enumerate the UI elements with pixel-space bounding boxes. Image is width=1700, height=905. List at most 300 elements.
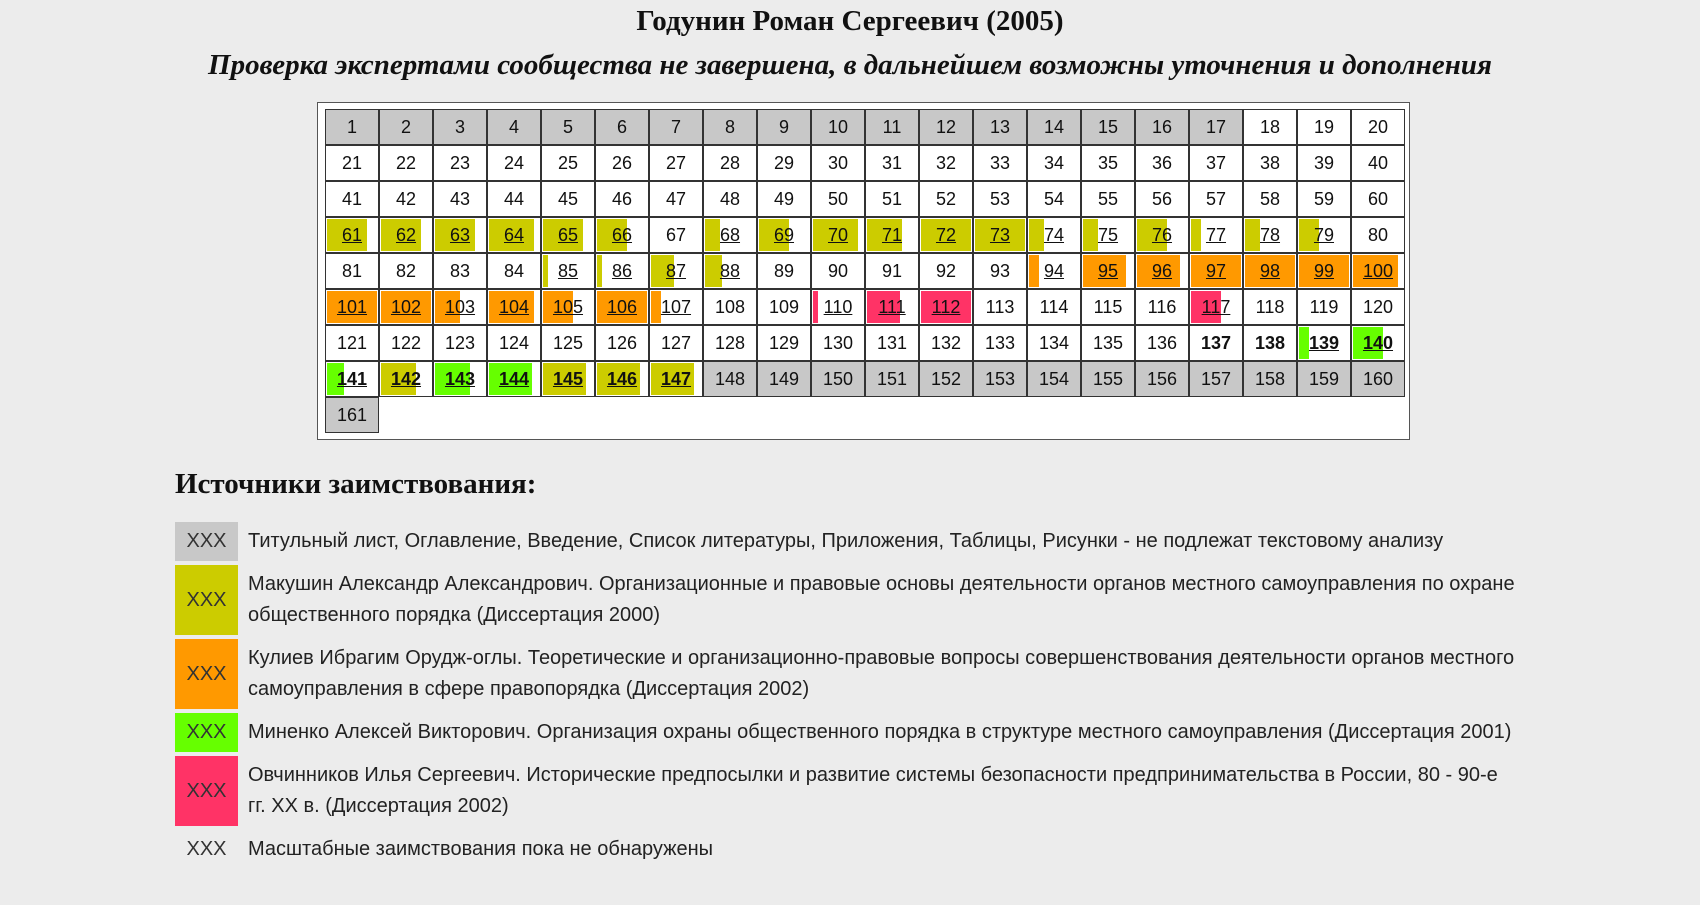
page-cell (1243, 109, 1297, 145)
page-number[interactable]: 146 (606, 368, 638, 389)
page-number: 159 (1308, 368, 1340, 389)
page-cell (1189, 361, 1243, 397)
page-number: 57 (1205, 188, 1227, 209)
page-number[interactable]: 94 (1043, 260, 1065, 281)
page-cell[interactable] (1027, 253, 1081, 289)
page-cell (973, 289, 1027, 325)
page-number[interactable]: 68 (719, 224, 741, 245)
page-cell (811, 181, 865, 217)
page-number: 154 (1038, 368, 1070, 389)
page-number: 124 (498, 332, 530, 353)
borrowing-share-bar (813, 291, 818, 323)
page-number[interactable]: 86 (611, 260, 633, 281)
page-number: 21 (341, 152, 363, 173)
page-number[interactable]: 140 (1362, 332, 1394, 353)
page-cell[interactable] (433, 289, 487, 325)
page-cell (541, 145, 595, 181)
page-number: 149 (768, 368, 800, 389)
page-cell[interactable] (325, 289, 379, 325)
page-number[interactable]: 66 (611, 224, 633, 245)
page-cell (595, 109, 649, 145)
page-number[interactable]: 100 (1362, 260, 1394, 281)
page-number: 155 (1092, 368, 1124, 389)
page-number: 59 (1313, 188, 1335, 209)
page-cell[interactable] (649, 289, 703, 325)
page-number: 115 (1093, 296, 1123, 317)
page-cell (1135, 109, 1189, 145)
borrowing-share-bar (1245, 219, 1260, 251)
page-cell (649, 145, 703, 181)
page-number[interactable]: 101 (336, 296, 368, 317)
page-number: 7 (670, 116, 681, 137)
page-number: 157 (1200, 368, 1232, 389)
page-number: 43 (449, 188, 471, 209)
page-cell[interactable] (811, 217, 865, 253)
page-cell (1351, 217, 1405, 253)
page-number[interactable]: 145 (552, 368, 584, 389)
page-cell (919, 325, 973, 361)
page-cell[interactable] (865, 217, 919, 253)
page-number: 48 (719, 188, 741, 209)
page-number: 119 (1309, 296, 1339, 317)
legend-title: Источники заимствования: (175, 468, 537, 500)
page-cell (811, 325, 865, 361)
page-number[interactable]: 78 (1259, 224, 1281, 245)
page-number: 47 (665, 188, 687, 209)
page-cell[interactable] (379, 289, 433, 325)
page-cell (325, 145, 379, 181)
page-cell[interactable] (487, 217, 541, 253)
page-number: 35 (1097, 152, 1119, 173)
page-cell[interactable] (1189, 217, 1243, 253)
page-cell (379, 181, 433, 217)
page-cell (325, 397, 379, 433)
page-number: 120 (1362, 296, 1394, 317)
page-cell (1027, 181, 1081, 217)
page-cell[interactable] (1351, 325, 1405, 361)
page-cell (1351, 181, 1405, 217)
page-number: 8 (724, 116, 735, 137)
page-number[interactable]: 98 (1259, 260, 1281, 281)
page-cell (1081, 361, 1135, 397)
legend-list (175, 522, 1515, 873)
page-number: 46 (611, 188, 633, 209)
page-number[interactable]: 141 (336, 368, 368, 389)
page-cell[interactable] (541, 217, 595, 253)
borrowing-share-bar (543, 255, 548, 287)
page-number[interactable]: 74 (1043, 224, 1065, 245)
page-number: 1 (346, 116, 357, 137)
page-cell (487, 145, 541, 181)
page-number: 40 (1367, 152, 1389, 173)
page-grid (325, 109, 1405, 433)
page-number: 128 (714, 332, 746, 353)
page-number: 160 (1362, 368, 1394, 389)
page-cell (1027, 325, 1081, 361)
page-cell (325, 253, 379, 289)
page-number: 4 (508, 116, 519, 137)
page-number[interactable]: 79 (1313, 224, 1335, 245)
page-cell[interactable] (325, 361, 379, 397)
page-number: 58 (1259, 188, 1281, 209)
page-number: 52 (935, 188, 957, 209)
page-number: 132 (930, 332, 962, 353)
legend-item (175, 756, 1515, 826)
page-number: 122 (390, 332, 422, 353)
page-cell (1027, 361, 1081, 397)
page-number[interactable]: 99 (1313, 260, 1335, 281)
page-cell (649, 217, 703, 253)
page-cell (649, 109, 703, 145)
page-cell[interactable] (757, 217, 811, 253)
page-number: 83 (449, 260, 471, 281)
page-number[interactable]: 88 (719, 260, 741, 281)
page-cell (865, 145, 919, 181)
page-number[interactable]: 97 (1205, 260, 1227, 281)
page-number: 31 (881, 152, 903, 173)
page-number[interactable]: 106 (606, 296, 638, 317)
page-cell (1243, 181, 1297, 217)
page-cell (703, 325, 757, 361)
page-cell[interactable] (1351, 253, 1405, 289)
page-cell (811, 361, 865, 397)
borrowing-share-bar (1029, 219, 1044, 251)
page-number[interactable]: 87 (665, 260, 687, 281)
page-cell[interactable] (325, 217, 379, 253)
page-cell (1135, 181, 1189, 217)
page-number[interactable]: 144 (498, 368, 530, 389)
page-cell[interactable] (433, 217, 487, 253)
page-cell[interactable] (919, 217, 973, 253)
page-number[interactable]: 104 (498, 296, 530, 317)
page-cell[interactable] (379, 217, 433, 253)
page-cell[interactable] (919, 289, 973, 325)
page-cell[interactable] (703, 217, 757, 253)
page-number: 118 (1255, 296, 1285, 317)
legend-swatch: XXX (186, 838, 227, 860)
page-cell (487, 253, 541, 289)
page-cell[interactable] (1243, 253, 1297, 289)
page-number: 116 (1147, 296, 1177, 317)
page-number[interactable]: 73 (989, 224, 1011, 245)
legend-text: Масштабные заимствования пока не обнаружены (248, 838, 714, 860)
page-number[interactable]: 110 (823, 296, 853, 317)
page-number[interactable]: 75 (1097, 224, 1119, 245)
page-cell[interactable] (1297, 253, 1351, 289)
page-number[interactable]: 69 (773, 224, 795, 245)
page-cell[interactable] (541, 361, 595, 397)
page-cell (865, 361, 919, 397)
page-cell[interactable] (595, 289, 649, 325)
page-cell (1243, 289, 1297, 325)
page-number: 3 (454, 116, 465, 137)
borrowing-share-bar (651, 291, 661, 323)
page-cell (1189, 325, 1243, 361)
page-number: 41 (341, 188, 363, 209)
page-number: 36 (1151, 152, 1173, 173)
page-cell[interactable] (1135, 253, 1189, 289)
page-cell (757, 181, 811, 217)
page-cell (325, 181, 379, 217)
page-number: 135 (1092, 332, 1124, 353)
page-cell (703, 109, 757, 145)
page-cell (1351, 289, 1405, 325)
page-cell (757, 289, 811, 325)
page-number: 123 (444, 332, 476, 353)
page-cell (541, 325, 595, 361)
page-number: 15 (1097, 116, 1119, 137)
legend-swatch: XXX (175, 756, 238, 826)
page-cell (1189, 109, 1243, 145)
page-cell[interactable] (1081, 253, 1135, 289)
page-number: 28 (719, 152, 741, 173)
page-number: 45 (557, 188, 579, 209)
page-cell[interactable] (1189, 253, 1243, 289)
page-cell (919, 181, 973, 217)
page-cell (865, 109, 919, 145)
page-cell (703, 181, 757, 217)
page-number: 6 (616, 116, 627, 137)
page-number[interactable]: 139 (1308, 332, 1340, 353)
page-number[interactable]: 64 (503, 224, 525, 245)
page-cell (865, 253, 919, 289)
page-number: 30 (827, 152, 849, 173)
page-cell[interactable] (541, 289, 595, 325)
page-number[interactable]: 107 (660, 296, 692, 317)
page-cell[interactable] (973, 217, 1027, 253)
page-cell[interactable] (1189, 289, 1243, 325)
page-cell (757, 253, 811, 289)
page-cell (595, 145, 649, 181)
legend-text: Макушин Александр Александрович. Организационные и правовые основы деятельности органов местного самоуправления по охране общественного порядка (Диссертация 2000) (248, 573, 1515, 626)
legend-item (175, 639, 1515, 709)
page-cell[interactable] (541, 253, 595, 289)
page-cell (1027, 109, 1081, 145)
page-cell[interactable] (1081, 217, 1135, 253)
page-number: 113 (985, 296, 1015, 317)
page-cell (919, 145, 973, 181)
page-title: Годунин Роман Сергеевич (2005) (636, 5, 1064, 37)
page-cell (973, 361, 1027, 397)
legend-text: Кулиев Ибрагим Орудж-оглы. Теоретические и организационно-правовые вопросы совершенствования деятельности органов местного самоуправления в сфере правопорядка (Диссертация 2002) (248, 647, 1515, 700)
page-grid-frame (317, 102, 1410, 440)
page-number: 13 (989, 116, 1011, 137)
page-number: 80 (1367, 224, 1389, 245)
page-cell (811, 145, 865, 181)
page-number: 14 (1043, 116, 1065, 137)
page-number[interactable]: 77 (1205, 224, 1227, 245)
page-number[interactable]: 85 (557, 260, 579, 281)
page-number: 49 (773, 188, 795, 209)
page-number: 53 (989, 188, 1011, 209)
page-cell (757, 325, 811, 361)
page-number[interactable]: 117 (1201, 296, 1231, 317)
page-cell (1351, 145, 1405, 181)
legend-text: Миненко Алексей Викторович. Организация охраны общественного порядка в структуре местного самоуправления (Диссертация 2001) (248, 721, 1512, 743)
page-cell[interactable] (487, 289, 541, 325)
page-number: 12 (935, 116, 957, 137)
page-cell (487, 181, 541, 217)
page-cell (1297, 361, 1351, 397)
page-cell (757, 361, 811, 397)
borrowing-share-bar (1083, 219, 1098, 251)
legend-swatch: XXX (175, 639, 238, 709)
borrowing-share-bar (705, 219, 720, 251)
page-cell (325, 325, 379, 361)
page-cell (1081, 145, 1135, 181)
page-number: 152 (930, 368, 962, 389)
page-number: 92 (935, 260, 957, 281)
page-cell (487, 109, 541, 145)
page-number: 125 (552, 332, 584, 353)
page-cell[interactable] (595, 361, 649, 397)
page-number: 42 (395, 188, 417, 209)
page-cell (433, 145, 487, 181)
page-cell (433, 253, 487, 289)
page-number[interactable]: 61 (341, 224, 363, 245)
page-number: 82 (395, 260, 417, 281)
legend-text: Титульный лист, Оглавление, Введение, Список литературы, Приложения, Таблицы, Рисунки - не подлежат текстовому анализу (248, 530, 1444, 552)
page-number[interactable]: 111 (878, 296, 906, 317)
page-number[interactable]: 76 (1151, 224, 1173, 245)
page-cell (433, 325, 487, 361)
page-number[interactable]: 105 (552, 296, 584, 317)
legend-item (175, 713, 1515, 752)
page-cell (1027, 145, 1081, 181)
page-number: 51 (881, 188, 903, 209)
page-number: 156 (1146, 368, 1178, 389)
page-cell[interactable] (1243, 217, 1297, 253)
page-cell (1297, 145, 1351, 181)
page-cell (595, 325, 649, 361)
page-number: 89 (773, 260, 795, 281)
page-number[interactable]: 143 (444, 368, 476, 389)
page-number: 67 (665, 224, 687, 245)
page-number[interactable]: 65 (557, 224, 579, 245)
page-cell (1135, 325, 1189, 361)
page-number: 91 (881, 260, 903, 281)
page-cell[interactable] (865, 289, 919, 325)
borrowing-share-bar (597, 255, 602, 287)
page-cell[interactable] (703, 253, 757, 289)
page-number[interactable]: 147 (660, 368, 692, 389)
page-number: 50 (827, 188, 849, 209)
page-cell[interactable] (649, 253, 703, 289)
page-number: 16 (1151, 116, 1173, 137)
page-number[interactable]: 112 (931, 296, 961, 317)
page-cell (649, 181, 703, 217)
page-cell (595, 181, 649, 217)
page-number: 93 (989, 260, 1011, 281)
page-cell[interactable] (1135, 217, 1189, 253)
page-cell (379, 145, 433, 181)
page-cell[interactable] (649, 361, 703, 397)
page-cell (379, 253, 433, 289)
page-number: 32 (935, 152, 957, 173)
page-number: 130 (822, 332, 854, 353)
page-cell (703, 289, 757, 325)
page-cell (973, 109, 1027, 145)
page-cell (1243, 361, 1297, 397)
page-cell[interactable] (811, 289, 865, 325)
page-cell[interactable] (487, 361, 541, 397)
page-cell (1297, 289, 1351, 325)
page-number: 22 (395, 152, 417, 173)
page-cell (433, 181, 487, 217)
page-number: 54 (1043, 188, 1065, 209)
page-number: 108 (714, 296, 746, 317)
page-cell (433, 109, 487, 145)
page-cell[interactable] (1297, 325, 1351, 361)
page-cell (757, 145, 811, 181)
borrowing-share-bar (1299, 327, 1309, 359)
page-number: 131 (876, 332, 908, 353)
page-cell (325, 109, 379, 145)
page-cell (379, 325, 433, 361)
page-subtitle: Проверка экспертами сообщества не завершена, в дальнейшем возможны уточнения и дополнения (208, 49, 1492, 81)
page-cell[interactable] (1027, 217, 1081, 253)
page-number[interactable]: 70 (827, 224, 849, 245)
page-cell[interactable] (1297, 217, 1351, 253)
page-number[interactable]: 63 (449, 224, 471, 245)
page-cell (811, 109, 865, 145)
page-cell (973, 181, 1027, 217)
page-cell[interactable] (595, 217, 649, 253)
page-number: 38 (1259, 152, 1281, 173)
page-number[interactable]: 72 (935, 224, 957, 245)
page-number: 109 (768, 296, 800, 317)
page-cell (541, 181, 595, 217)
page-number[interactable]: 62 (395, 224, 417, 245)
page-number: 10 (827, 116, 849, 137)
page-number[interactable]: 103 (444, 296, 476, 317)
page-cell (973, 253, 1027, 289)
page-cell (1297, 109, 1351, 145)
page-number[interactable]: 71 (881, 224, 903, 245)
page-number: 126 (606, 332, 638, 353)
page-number: 33 (989, 152, 1011, 173)
page-number: 158 (1254, 368, 1286, 389)
page-number: 138 (1254, 332, 1286, 353)
page-number: 60 (1367, 188, 1389, 209)
page-cell (1135, 145, 1189, 181)
page-cell (919, 253, 973, 289)
page-cell (973, 145, 1027, 181)
page-number: 136 (1146, 332, 1178, 353)
page-number[interactable]: 102 (390, 296, 422, 317)
page-number: 26 (611, 152, 633, 173)
page-number: 39 (1313, 152, 1335, 173)
page-number: 9 (778, 116, 789, 137)
page-number: 2 (400, 116, 411, 137)
page-number: 17 (1205, 116, 1227, 137)
page-number: 56 (1151, 188, 1173, 209)
page-cell[interactable] (433, 361, 487, 397)
page-cell (1081, 109, 1135, 145)
page-number[interactable]: 96 (1151, 260, 1173, 281)
page-number: 134 (1038, 332, 1070, 353)
legend-item (175, 522, 1515, 561)
page-cell[interactable] (379, 361, 433, 397)
page-cell (919, 109, 973, 145)
page-number[interactable]: 142 (390, 368, 422, 389)
page-cell[interactable] (595, 253, 649, 289)
page-cell (973, 325, 1027, 361)
page-cell (1189, 181, 1243, 217)
page-cell (865, 181, 919, 217)
page-number: 81 (341, 260, 363, 281)
page-number[interactable]: 95 (1097, 260, 1119, 281)
